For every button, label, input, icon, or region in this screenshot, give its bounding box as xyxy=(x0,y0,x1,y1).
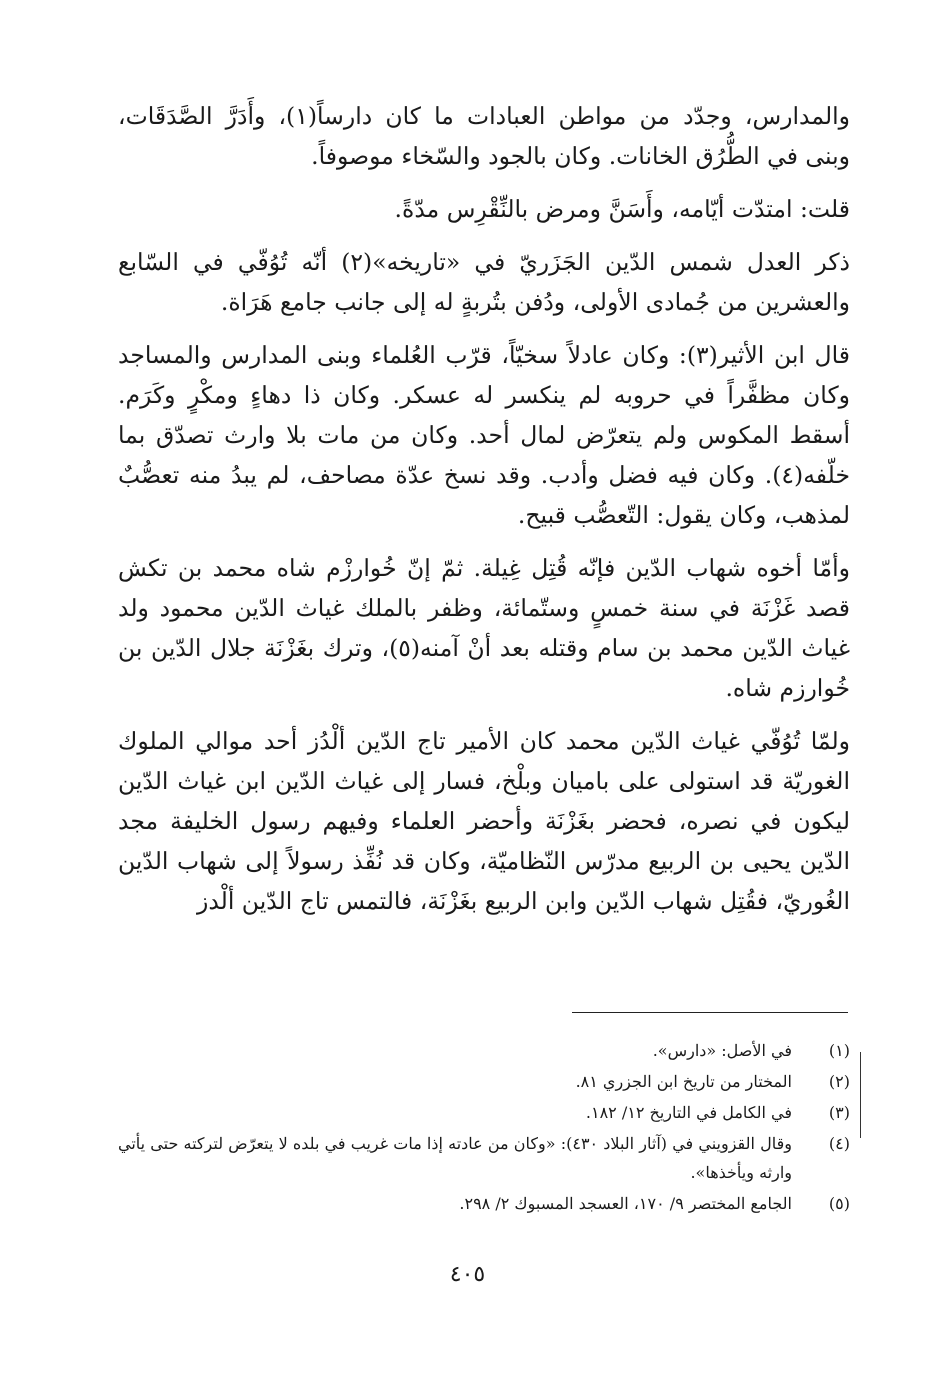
paragraph: ذكر العدل شمس الدّين الجَزَريّ في «تاريخه»(٢) أنّه تُوُفّي في السّابع والعشرين من جُمادى الأولى، ودُفن بتُربةٍ له إلى جانب جامع هَرَاة. xyxy=(118,248,851,316)
footnote-text: المختار من تاريخ ابن الجزري ٨١. xyxy=(575,1072,792,1091)
footnotes xyxy=(118,1036,850,1220)
footnote xyxy=(118,1036,850,1065)
paragraph: قال ابن الأثير(٣): وكان عادلاً سخيّاً، قرّب العُلماء وبنى المدارس والمساجد وكان مظفَّراً في حروبه لم ينكسر له عسكر. وكان ذا دهاءٍ ومكْرٍ وكَرَم. أسقط المكوس ولم يتعرّض لمال أحد. وكان من مات بلا وارث تصدّق بما خلّفه(٤). وكان فيه فضل وأدب. وقد نسخ عدّة مصاحف، لم يبدُ منه تعصُّبٌ لمذهب، وكان يقول: التّعصُّب قبيح. xyxy=(118,341,850,529)
main-text xyxy=(118,96,850,934)
footnote-number: (٣) xyxy=(828,1103,850,1122)
paragraph: ولمّا تُوُفّي غياث الدّين محمد كان الأمير تاج الدّين ألْدُز أحد موالي الملوك الغوريّة قد استولى على باميان وبلْخ، فسار إلى غياث الدّين ابن غياث الدّين ليكون في نصره، فحضر بغَزْنَة وأحضر العلماء وفيهم رسول الخليفة مجد الدّين يحيى بن الربيع مدرّس النّظاميّة، وكان قد نُفِّذ رسولاً إلى شهاب الدّين الغُوريّ، فقُتِل شهاب الدّين وابن الربيع بغَزْنَة، فالتمس تاج الدّين ألْدز xyxy=(118,727,850,915)
footnote-text: الجامع المختصر ٩/ ١٧٠، العسجد المسبوك ٢/ ٢٩٨. xyxy=(459,1194,792,1213)
page-number: ٤٠٥ xyxy=(449,1262,486,1287)
footnote xyxy=(118,1067,850,1096)
footnote-text: وقال القزويني في (آثار البلاد ٤٣٠): «وكان من عادته إذا مات غريب في بلده لا يتعرّض لتركته حتى يأتي وارثه ويأخذها». xyxy=(118,1134,792,1182)
footnote-divider xyxy=(572,1012,848,1013)
paragraph: وأمّا أخوه شهاب الدّين فإنّه قُتِل غِيلة. ثمّ إنّ خُوارزْم شاه محمد بن تكش قصد غَزْنَة في سنة خمسٍ وستّمائة، وظفر بالملك غياث الدّين محمود ولد غياث الدّين محمد بن سام وقتله بعد أنْ آمنه(٥)، وترك بغَزْنَة جلال الدّين بن خُوارزم شاه. xyxy=(118,554,850,702)
footnote-number: (٥) xyxy=(828,1194,850,1213)
footnote-number: (١) xyxy=(828,1041,850,1060)
paragraph: والمدارس، وجدّد من مواطن العبادات ما كان دارساً(١)، وأَدَرَّ الصَّدَقَات، وبنى في الطُّرُق الخانات. وكان بالجود والسّخاء موصوفاً. xyxy=(118,102,850,170)
footnote xyxy=(118,1129,850,1187)
footnote-number: (٤) xyxy=(828,1134,850,1153)
paragraph: قلت: امتدّت أيّامه، وأَسَنَّ ومرض بالنِّقْرِس مدّةً. xyxy=(394,195,850,223)
footnote-text: في الكامل في التاريخ ١٢/ ١٨٢. xyxy=(585,1103,792,1122)
footnote-number: (٢) xyxy=(828,1072,850,1091)
footnote xyxy=(118,1098,850,1127)
footnote xyxy=(118,1189,850,1218)
footnote-text: في الأصل: «دارس». xyxy=(652,1041,792,1060)
margin-line xyxy=(860,1052,861,1138)
